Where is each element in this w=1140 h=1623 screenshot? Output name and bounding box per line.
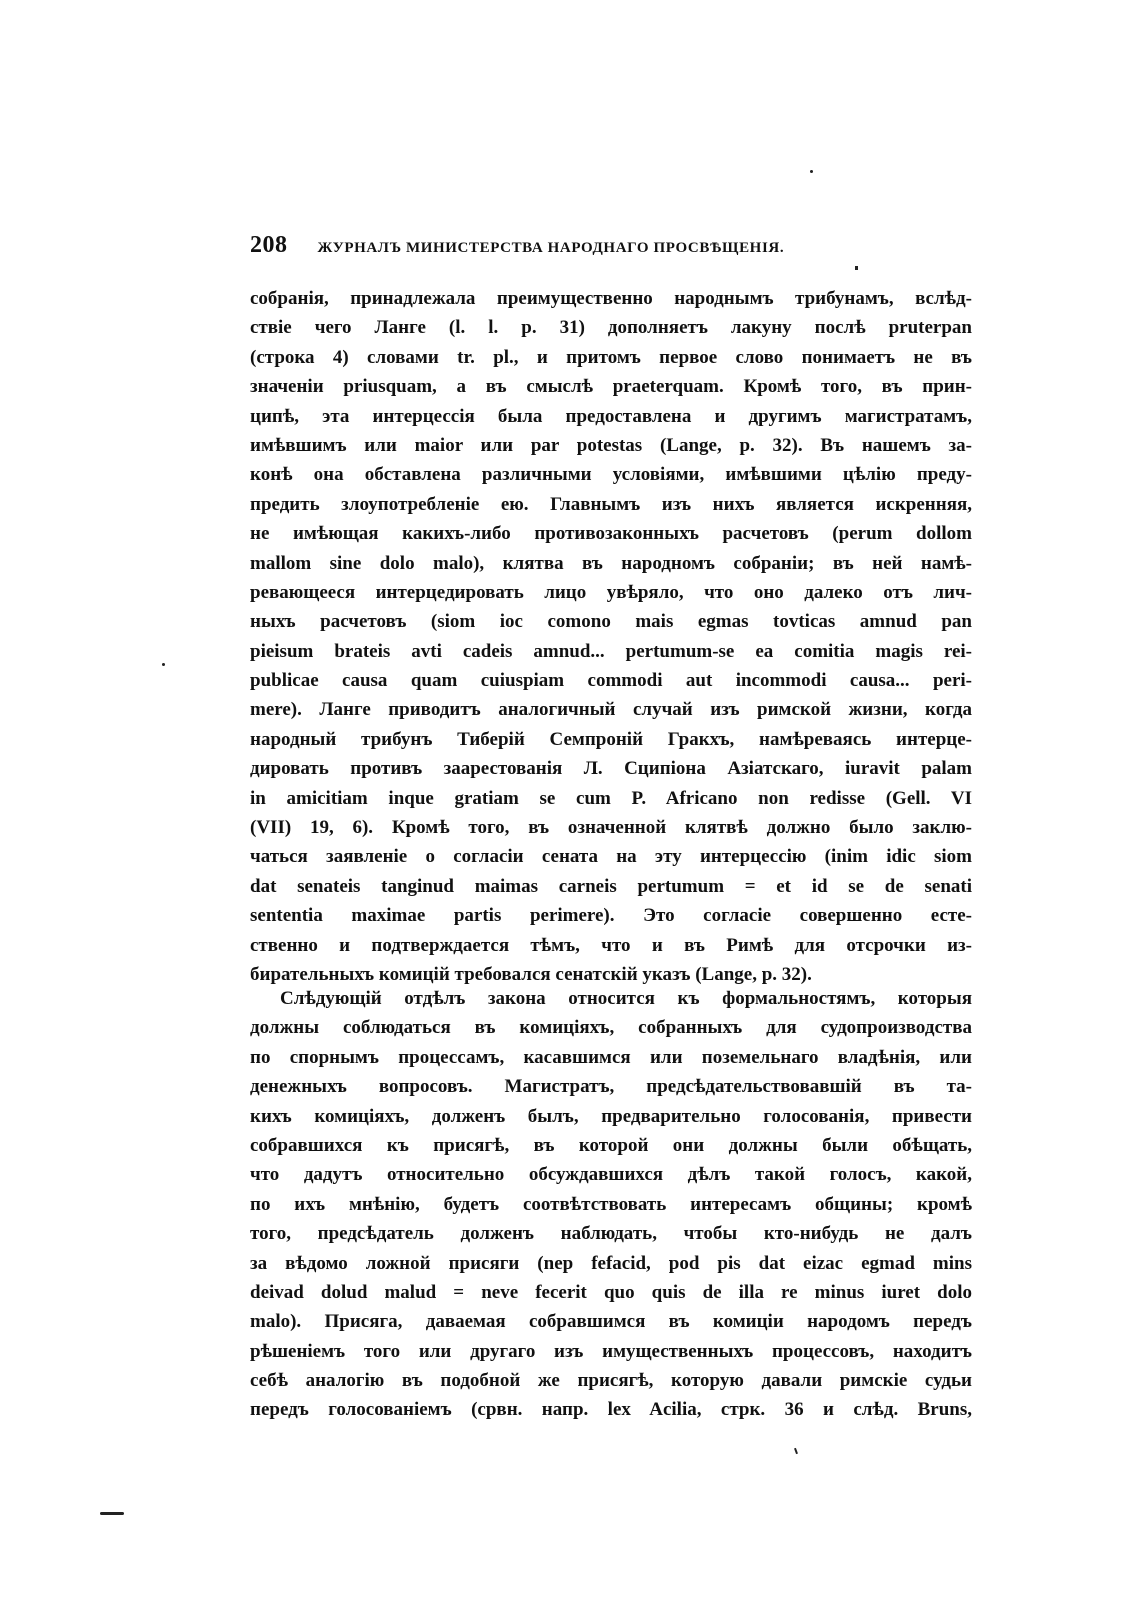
text-line: конѣ она обставлена различными условіями, имѣвшими цѣлію преду- xyxy=(250,464,972,486)
text-line: бирательныхъ комицій требовался сенатскій указъ (Lange, p. 32). xyxy=(250,963,812,985)
text-line: pieisum brateis avti cadeis amnud... pertumum-se ea comitia magis rei- xyxy=(250,640,972,662)
text-line: кихъ комиціяхъ, долженъ былъ, предварительно голосованія, привести xyxy=(250,1105,972,1127)
text-line: собравшихся къ присягѣ, въ которой они должны были обѣщать, xyxy=(250,1134,972,1156)
text-line: значеніи priusquam, а въ смыслѣ praeterquam. Кромѣ того, въ прин- xyxy=(250,376,972,398)
text-line: того, предсѣдатель долженъ наблюдать, чтобы кто-нибудь не далъ xyxy=(250,1223,972,1245)
scan-mark xyxy=(100,1512,124,1515)
text-line: ревающееся интерцедировать лицо увѣряло, что оно далеко отъ лич- xyxy=(250,581,972,603)
text-line: publicae causa quam cuiuspiam commodi aut incommodi causa... peri- xyxy=(250,670,972,692)
page-header xyxy=(250,232,890,268)
text-line: что дадутъ относительно обсуждавшихся дѣлъ такой голосъ, какой, xyxy=(250,1164,972,1186)
text-line: mere). Ланге приводитъ аналогичный случай изъ римской жизни, когда xyxy=(250,699,972,721)
text-line: денежныхъ вопросовъ. Магистратъ, предсѣдательствовавшій въ та- xyxy=(250,1076,972,1098)
text-line: по спорнымъ процессамъ, касавшимся или поземельнаго владѣнія, или xyxy=(250,1046,972,1068)
text-line: ствіе чего Ланге (l. l. p. 31) дополняетъ лакуну послѣ pruterpan xyxy=(250,317,972,339)
running-title: ЖУРНАЛЪ МИНИСТЕРСТВА НАРОДНАГО ПРОСВѢЩЕНІЯ. xyxy=(317,240,785,256)
text-line: ципѣ, эта интерцессія была предоставлена и другимъ магистратамъ, xyxy=(250,405,972,427)
text-line: ственно и подтверждается тѣмъ, что и въ Римѣ для отсрочки из- xyxy=(250,934,972,956)
scan-speck xyxy=(794,1448,798,1454)
text-line: (VII) 19, 6). Кромѣ того, въ означенной клятвѣ должно было заклю- xyxy=(250,817,972,839)
text-line: (строка 4) словами tr. pl., и притомъ первое слово понимаетъ не въ xyxy=(250,346,972,368)
text-line: собранія, принадлежала преимущественно народнымъ трибунамъ, вслѣд- xyxy=(250,288,972,309)
text-line: народный трибунъ Тиберій Семпроній Гракхъ, намѣреваясь интерце- xyxy=(250,728,972,750)
text-line: Слѣдующій отдѣлъ закона относится къ формальностямъ, которыя xyxy=(280,988,972,1009)
text-line: рѣшеніемъ того или другаго изъ имущественныхъ процессовъ, находитъ xyxy=(250,1340,972,1362)
scan-speck xyxy=(162,663,165,666)
scan-speck xyxy=(855,266,858,270)
text-line: имѣвшимъ или maior или par potestas (Lange, p. 32). Въ нашемъ за- xyxy=(250,434,972,456)
text-line: за вѣдомо ложной присяги (nep fefacid, pod pis dat eizac egmad mins xyxy=(250,1252,972,1274)
text-line: dat senateis tanginud maimas carneis pertumum = et id se de senati xyxy=(250,875,972,897)
scan-speck xyxy=(810,170,813,173)
page-number: 208 xyxy=(250,232,288,258)
text-line: передъ голосованіемъ (срвн. напр. lex Acilia, стрк. 36 и слѣд. Bruns, xyxy=(250,1399,972,1421)
text-line: in amicitiam inque gratiam se cum P. Africano non redisse (Gell. VI xyxy=(250,787,972,809)
text-line: чаться заявленіе о согласіи сената на эту интерцессію (inim idic siom xyxy=(250,846,972,868)
text-line: дировать противъ заарестованія Л. Сципіона Азіатскаго, iuravit palam xyxy=(250,758,972,780)
text-line: по ихъ мнѣнію, будетъ соотвѣтствовать интересамъ общины; кромѣ xyxy=(250,1193,972,1215)
text-line: deivad dolud malud = neve fecerit quo quis de illa re minus iuret dolo xyxy=(250,1281,972,1303)
text-line: ныхъ расчетовъ (siom ioc comono mais egmas tovticas amnud pan xyxy=(250,611,972,633)
text-line: sententia maximae partis perimere). Это согласіе совершенно есте- xyxy=(250,905,972,927)
text-line: предить злоупотребленіе ею. Главнымъ изъ нихъ является искренняя, xyxy=(250,493,972,515)
text-line: malo). Присяга, даваемая собравшимся въ комиціи народомъ передъ xyxy=(250,1311,972,1333)
text-line: не имѣющая какихъ-либо противозаконныхъ расчетовъ (perum dollom xyxy=(250,523,972,545)
text-line: mallom sine dolo malo), клятва въ народномъ собраніи; въ ней намѣ- xyxy=(250,552,972,574)
text-line: должны соблюдаться въ комиціяхъ, собранныхъ для судопроизводства xyxy=(250,1017,972,1039)
text-line: себѣ аналогію въ подобной же присягѣ, которую давали римскіе судьи xyxy=(250,1370,972,1392)
paragraph-1 xyxy=(250,284,972,989)
paragraph-2 xyxy=(250,984,972,1425)
